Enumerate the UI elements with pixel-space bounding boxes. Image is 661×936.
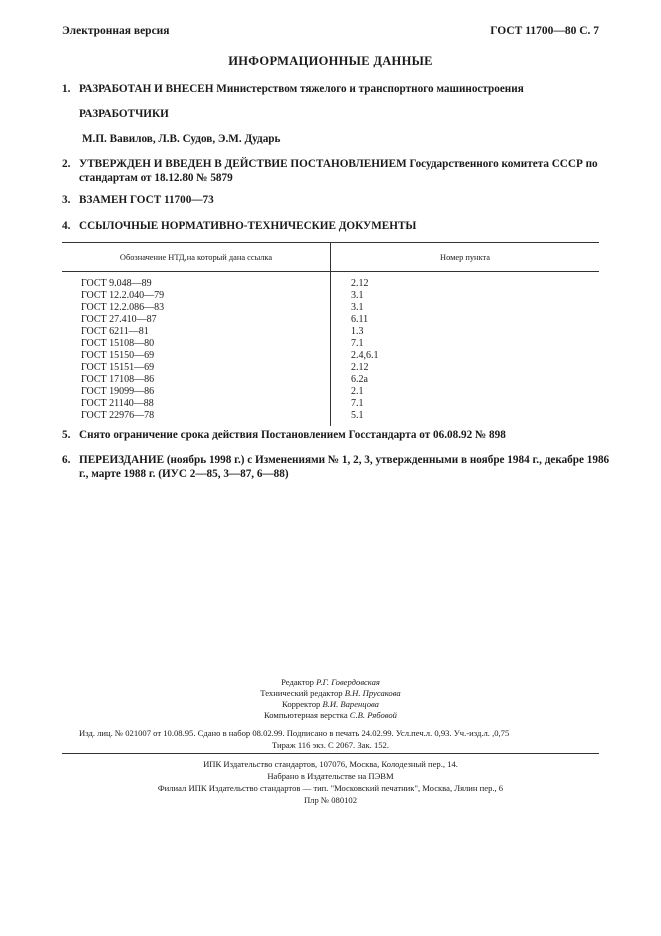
cell-clause: 3.1 <box>351 302 364 313</box>
item-number: 6. <box>62 454 71 466</box>
list-item <box>62 219 417 233</box>
cell-document: ГОСТ 17108—86 <box>62 374 331 386</box>
license-number: Плр № 080102 <box>303 795 358 805</box>
cell-clause: 7.1 <box>351 338 364 349</box>
table-row <box>62 302 599 314</box>
table-row <box>62 374 599 386</box>
item-text: УТВЕРЖДЕН И ВВЕДЕН В ДЕЙСТВИЕ ПОСТАНОВЛЕНИЕМ Государственного комитета СССР по стандартам от 18.12.80 № 5879 <box>79 158 598 184</box>
list-item <box>62 193 214 207</box>
table-row <box>62 398 599 410</box>
cell-clause: 6.2а <box>351 374 368 385</box>
table-header-row <box>62 243 599 272</box>
table-row <box>62 350 599 362</box>
typeset-note: Набрано в Издательстве на ПЭВМ <box>267 771 394 781</box>
cell-clause: 2.1 <box>351 386 364 397</box>
cell-clause: 6.11 <box>351 314 369 325</box>
credit-role: Компьютерная верстка <box>264 710 348 720</box>
item-number: 1. <box>62 83 71 95</box>
item-number: 2. <box>62 158 71 170</box>
cell-clause: 2.4,6.1 <box>351 350 379 361</box>
developers-heading: РАЗРАБОТЧИКИ <box>79 108 169 120</box>
cell-clause: 3.1 <box>351 290 364 301</box>
cell-document: ГОСТ 15151—69 <box>62 362 331 374</box>
credit-corrector <box>0 699 661 710</box>
publisher-address: ИПК Издательство стандартов, 107076, Москва, Колодезный пер., 14. <box>203 759 458 769</box>
cell-clause: 7.1 <box>351 398 364 409</box>
table-row <box>62 290 599 302</box>
item-text: Снято ограничение срока действия Постановлением Госстандарта от 06.08.92 № 898 <box>79 429 506 441</box>
cell-clause: 2.12 <box>351 362 369 373</box>
column-header-document: Обозначение НТД,на который дана ссылка <box>62 243 331 272</box>
list-item <box>62 157 598 184</box>
item-text: ССЫЛОЧНЫЕ НОРМАТИВНО-ТЕХНИЧЕСКИЕ ДОКУМЕНТЫ <box>79 220 417 232</box>
credit-name: Р.Г. Говердовская <box>316 677 380 687</box>
cell-document: ГОСТ 15108—80 <box>62 338 331 350</box>
table-row <box>62 338 599 350</box>
reference-table <box>62 242 599 426</box>
list-item <box>62 82 524 96</box>
cell-clause: 5.1 <box>351 410 364 421</box>
credit-tech-editor <box>0 688 661 699</box>
table-row <box>62 314 599 326</box>
item-text: ВЗАМЕН ГОСТ 11700—73 <box>79 194 214 206</box>
item-text: РАЗРАБОТАН И ВНЕСЕН Министерством тяжелого и транспортного машиностроения <box>79 83 524 95</box>
cell-document: ГОСТ 22976—78 <box>62 410 331 426</box>
cell-document: ГОСТ 9.048—89 <box>62 272 331 291</box>
cell-document: ГОСТ 15150—69 <box>62 350 331 362</box>
table-row <box>62 386 599 398</box>
credit-name: С.В. Рябовой <box>349 710 397 720</box>
credit-role: Технический редактор <box>260 688 343 698</box>
page-title: ИНФОРМАЦИОННЫЕ ДАННЫЕ <box>228 54 433 68</box>
credit-editor <box>0 677 661 688</box>
cell-document: ГОСТ 12.2.086—83 <box>62 302 331 314</box>
credit-role: Корректор <box>282 699 321 709</box>
item-text: ПЕРЕИЗДАНИЕ (ноябрь 1998 г.) с Изменениями № 1, 2, 3, утвержденными в ноябре 1984 г., декабре 1986 г., марте 1988 г. (ИУС 2—85, 3—87, 6—88) <box>79 454 610 480</box>
cell-document: ГОСТ 6211—81 <box>62 326 331 338</box>
table-row <box>62 410 599 426</box>
list-item <box>62 453 610 480</box>
table-row <box>62 362 599 374</box>
header-right: ГОСТ 11700—80 С. 7 <box>490 25 599 37</box>
item-number: 4. <box>62 220 71 232</box>
table-row <box>62 272 599 291</box>
cell-document: ГОСТ 27.410—87 <box>62 314 331 326</box>
divider <box>62 753 599 754</box>
list-item <box>62 428 506 442</box>
item-number: 3. <box>62 194 71 206</box>
print-run: Тираж 116 экз. С 2067. Зак. 152. <box>272 740 389 750</box>
credit-name: В.И. Варенцова <box>322 699 379 709</box>
table-row <box>62 326 599 338</box>
publication-info: Изд. лиц. № 021007 от 10.08.95. Сдано в набор 08.02.99. Подписано в печать 24.02.99. Усл.печ.л. 0,93. Уч.-изд.л. ,0,75 <box>79 728 510 738</box>
column-header-clause: Номер пункта <box>331 243 600 272</box>
cell-document: ГОСТ 19099—86 <box>62 386 331 398</box>
printer-address: Филиал ИПК Издательство стандартов — тип. "Московский печатник", Москва, Лялин пер., 6 <box>157 783 504 793</box>
credit-role: Редактор <box>281 677 314 687</box>
developers-names: М.П. Вавилов, Л.В. Судов, Э.М. Дударь <box>82 133 281 145</box>
cell-document: ГОСТ 21140—88 <box>62 398 331 410</box>
cell-document: ГОСТ 12.2.040—79 <box>62 290 331 302</box>
cell-clause: 1.3 <box>351 326 364 337</box>
header-left: Электронная версия <box>62 25 170 37</box>
credit-name: В.Н. Прусакова <box>344 688 401 698</box>
credit-layout <box>0 710 661 721</box>
cell-clause: 2.12 <box>351 278 369 289</box>
item-number: 5. <box>62 429 71 441</box>
